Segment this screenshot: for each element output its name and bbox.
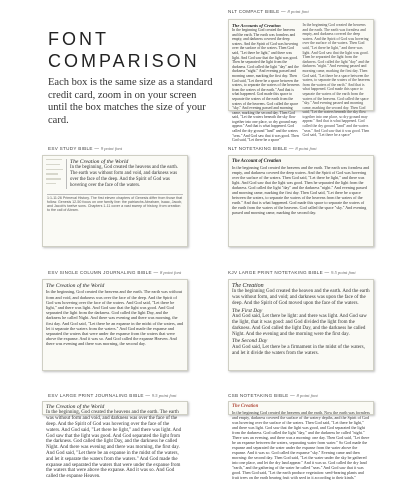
card-label-text: NLT NOTETAKING BIBLE <box>228 146 288 151</box>
card-text-column-2: In the beginning God created the heavens and the earth. The earth was formless and empty, and darkness covered the deep waters. And the Spirit of God was hovering over the surface of the waters. Then God said, "Let there be light," and there was light. And God saw that the light was good. Then he separated the light from the darkness. God called the light "day" and the darkness "night." And evening passed and morning came, marking the first day. Then God said, "Let there be a space between the waters, to separate the waters of the heavens from the waters of the earth." And that is what happened. God made this space to separate the waters of the earth from the waters of the heavens. God called the space "sky." And evening passed and morning came, marking the second day. Then God said, "Let the waters beneath the sky flow together into one place, so dry ground may appear." And that is what happened. God called the dry ground "land" and the waters "seas." And God saw that it was good. Then God said, "Let there be a space" <box>302 23 370 138</box>
card-size-text: 9.5 point font <box>151 393 177 398</box>
card-label-nlt-notetaking: NLT NOTETAKING BIBLE — 8 point font <box>228 146 317 151</box>
card-heading: The Creation <box>232 404 259 409</box>
card-text: In the beginning, God created the heavens and the earth. The earth was without form and void, and darkness was over the face of the deep. And the Spirit of God was hovering over the face of the waters. <box>70 165 179 188</box>
card-heading: The Creation of the World <box>46 404 105 410</box>
card-heading: The Creation of the World <box>70 159 129 165</box>
card-esv-large-print <box>42 401 188 480</box>
card-heading: The Accounts of Creation <box>232 23 281 28</box>
card-heading: The Account of Creation <box>232 159 281 164</box>
card-label-text: ESV LARGE PRINT JOURNALING BIBLE <box>48 393 144 398</box>
card-label-esv-single-column: ESV SINGLE COLUMN JOURNALING BIBLE — 8 point font <box>48 270 182 275</box>
card-kjv-large-print <box>228 279 374 371</box>
card-text: In the beginning God created the heavens and the earth. The earth was formless and empty, and darkness covered the deep waters. And the Spirit of God was hovering over the surface of the waters. Then God said, "Let there be light," and there was light. And God saw that the light was good. Then he separated the light from the darkness. God called the light "day" and the darkness "night." And evening passed and morning came, marking the first day. Then God said, "Let there be a space between the waters, to separate the waters of the heavens from the waters of the earth." And that is what happened. God made this space to separate the waters of the earth from the waters of the heavens. God called the space "sky." And evening passed and morning came, marking the second day. <box>232 165 370 216</box>
card-csb-notetaking <box>228 401 374 481</box>
card-text: In the beginning God created the heavens and the earth. Now the earth was formless and empty, darkness covered the surface of the watery depths, and the Spirit of God was hovering over the surface of the waters. Then God said, "Let there be light," and there was light. God saw that the light was good, and God separated the light from the darkness. God called the light "day," and the darkness he called "night." There was an evening, and there was a morning: one day. Then God said, "Let there be an expanse between the waters, separating water from water." So God made the expanse and separated the water under the expanse from the water above the expanse. And it was so. God called the expanse "sky." Evening came and then morning: the second day. Then God said, "Let the water under the sky be gathered into one place, and let the dry land appear." And it was so. God called the dry land "earth," and the gathering of the water he called "seas." And God saw that it was good. Then God said, "Let the earth produce vegetation: seed-bearing plants and fruit trees on the earth bearing fruit with seed in it according to their kinds." <box>232 410 370 481</box>
card-text: In the beginning, God created the heavens and the earth. The earth was without form and void, and darkness was over the face of the deep. And the Spirit of God was hovering over the face of the waters. And God said, "Let there be light," and there was light. And God saw that the light was good. And God separated the light from the darkness. God called the light Day, and the darkness he called Night. And there was evening and there was morning, the first day. And God said, "Let there be an expanse in the midst of the waters, and let it separate the waters from the waters." And God made the expanse and separated the waters that were under the expanse from the waters that were above the expanse. And it was so. And God called the expanse Heaven. And there was evening and there was morning, the second day. <box>46 289 184 347</box>
card-size-text: 9.5 point font <box>331 270 356 275</box>
card-size-text: 9 point font <box>100 146 122 151</box>
card-size-text: 8 point font <box>296 393 318 398</box>
card-label-text: KJV LARGE PRINT NOTETAKING BIBLE <box>228 270 323 275</box>
card-size-text: 8 point font <box>287 9 309 14</box>
card-esv-study <box>42 155 188 247</box>
card-text: In the beginning God created the heavens and the earth. The earth was formless and empty, and darkness covered the deep waters. And the Spirit of God was hovering over the surface of the waters. Then God said, "Let there be light," and there was light. And God saw that the light was good. Then he separated the light from the darkness. God called the light "day" and the darkness "night." And evening passed and morning came, marking the first day. Then God said, "Let there be a space between the waters, to separate the waters of the heavens from the waters of the earth." And that is what happened. God made this space to separate the waters of the earth from the waters of the heavens. God called the space "sky." And evening passed and morning came, marking the second day. Then God said, "Let the waters beneath the sky flow together into one place, so dry ground may appear." And that is what happened. God called the dry ground "land" and the waters "seas." And God saw that it was good. Then God said, "Let there be a space" <box>232 28 300 143</box>
card-esv-single-column <box>42 279 188 371</box>
card-nlt-notetaking <box>228 155 374 247</box>
card-label-nlt-compact: NLT COMPACT BIBLE — 8 point font <box>228 9 309 14</box>
card-text: In the beginning, God created the heavens and the earth. The earth was without form and void, and darkness was over the face of the deep. And the Spirit of God was hovering over the face of the waters. And God said, "Let there be light," and there was light. And God saw that the light was good. And God separated the light from the darkness. God called the light Day, and the darkness he called Night. And there was evening and there was morning, the first day. And God said, "Let there be an expanse in the midst of the waters, and let it separate the waters from the waters." And God made the expanse and separated the waters that were under the expanse from the waters that were above the expanse. And it was so. And God called the expanse Heaven. <box>46 410 182 480</box>
card-subheading-first-day: The First Day <box>232 307 263 314</box>
title-line-2: COMPARISON <box>48 51 200 71</box>
card-text-2: And God said, Let there be light: and there was light. And God saw the light, that it was good: and God divided the light from the darkness. And God called the light Day, and the darkness he called Night. And the evening and the morning were the first day. <box>232 314 367 337</box>
card-label-text: ESV SINGLE COLUMN JOURNALING BIBLE <box>48 270 152 275</box>
card-subheading-second-day: The Second Day <box>232 338 268 345</box>
card-label-text: CSB NOTETAKING BIBLE <box>228 393 289 398</box>
card-label-esv-study: ESV STUDY BIBLE — 9 point font <box>48 146 122 151</box>
card-heading: The Creation <box>232 283 264 289</box>
study-note: 1:1-11:26 Primeval History. The first eleven chapters of Genesis differ from those that follow. Genesis 12-50 focus on one family line: the patriarchs Abraham, Isaac, Jacob, and Jacob's twelve sons. Chapters 1-11 cover a vast sweep of history, from creation to the call of Abram. <box>47 195 183 213</box>
card-heading: The Creation of the World <box>46 283 105 289</box>
cross-reference-column <box>46 159 66 184</box>
card-text-3: And God said, Let there be a firmament in the midst of the waters, and let it divide the waters from the waters. <box>232 344 365 356</box>
card-label-csb-notetaking: CSB NOTETAKING BIBLE — 8 point font <box>228 393 318 398</box>
title-line-1: FONT <box>48 29 109 49</box>
card-label-text: ESV STUDY BIBLE <box>48 146 93 151</box>
card-size-text: 8 point font <box>159 270 182 275</box>
card-label-text: NLT COMPACT BIBLE <box>228 9 280 14</box>
card-label-kjv-large-print: KJV LARGE PRINT NOTETAKING BIBLE — 9.5 point font <box>228 270 356 275</box>
card-nlt-compact <box>228 19 374 143</box>
card-label-esv-large-print: ESV LARGE PRINT JOURNALING BIBLE — 9.5 point font <box>48 393 177 398</box>
intro-text: Each box is the same size as a standard credit card, zoom in on your screen until the box matches the size of your card. <box>48 77 213 126</box>
card-text: In the beginning God created the heaven and the earth. And the earth was without form, and void; and darkness was upon the face of the deep. And the Spirit of God moved upon the face of the waters. <box>232 289 370 306</box>
card-size-text: 8 point font <box>295 146 317 151</box>
page-title <box>48 28 208 72</box>
